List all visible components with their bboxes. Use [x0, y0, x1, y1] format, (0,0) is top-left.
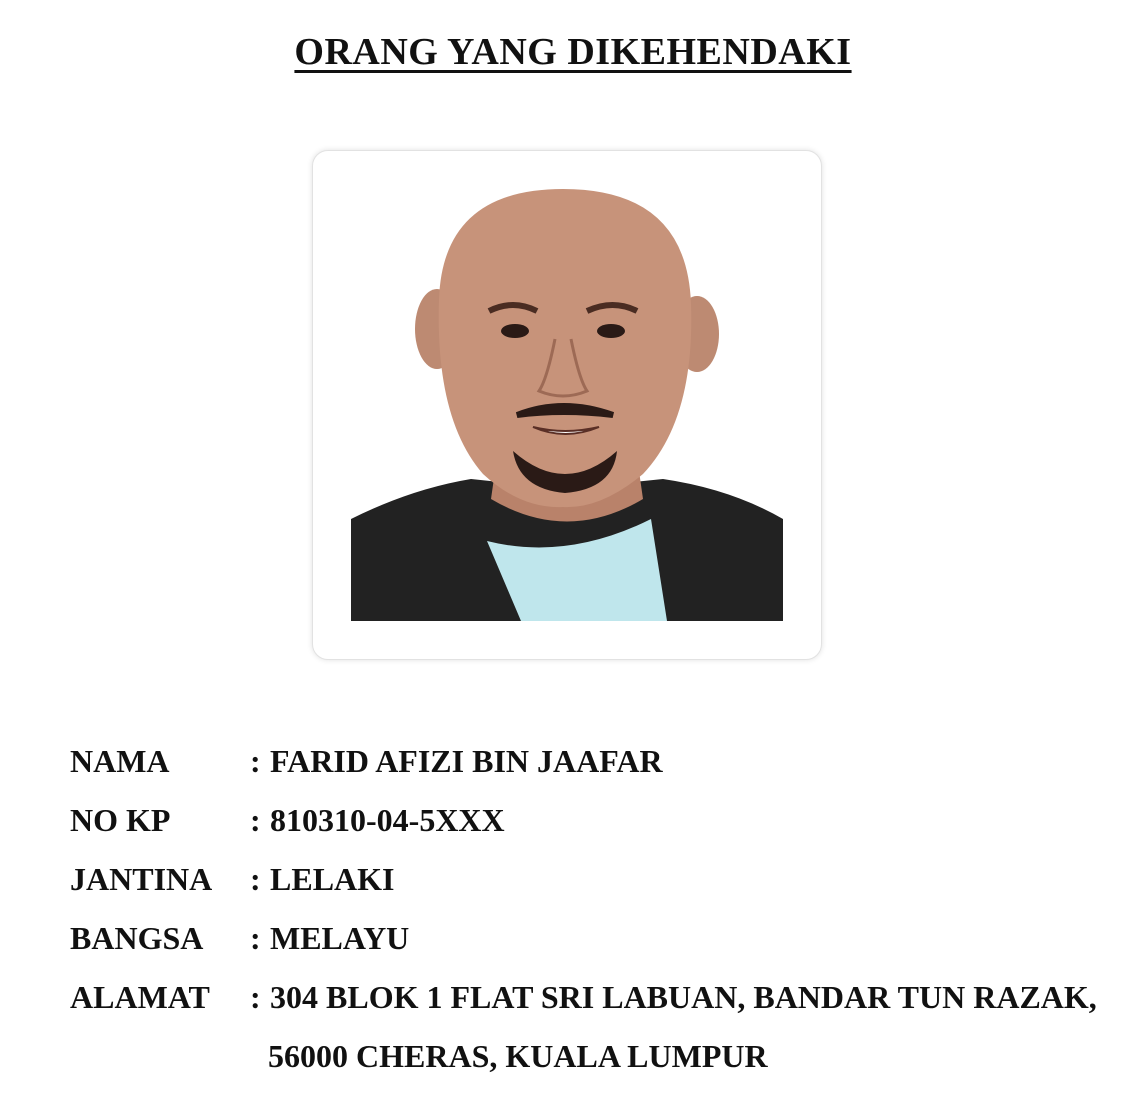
field-value: MELAYU	[270, 920, 410, 956]
person-photo-icon	[351, 189, 783, 621]
field-bangsa	[70, 913, 1130, 972]
field-nama	[70, 736, 1130, 795]
suspect-photo	[351, 189, 783, 621]
field-separator: :	[250, 979, 261, 1015]
field-separator: :	[250, 861, 261, 897]
field-separator: :	[250, 802, 261, 838]
field-value: 304 BLOK 1 FLAT SRI LABUAN, BANDAR TUN RAZAK,	[270, 979, 1097, 1015]
field-value: 56000 CHERAS, KUALA LUMPUR	[268, 1038, 768, 1074]
page-title	[0, 30, 1146, 74]
field-no-kp	[70, 795, 1130, 854]
page-title-text: ORANG YANG DIKEHENDAKI	[294, 31, 852, 73]
field-value: 810310-04-5XXX	[270, 802, 505, 838]
field-label: NAMA	[70, 743, 170, 779]
field-separator: :	[250, 920, 261, 956]
field-alamat-continuation	[70, 1031, 1130, 1090]
field-value: LELAKI	[270, 861, 395, 897]
field-value: FARID AFIZI BIN JAAFAR	[270, 743, 663, 779]
photo-frame	[312, 150, 822, 660]
suspect-details	[70, 736, 1130, 1090]
field-alamat	[70, 972, 1130, 1031]
field-label: BANGSA	[70, 920, 204, 956]
field-jantina	[70, 854, 1130, 913]
field-label: ALAMAT	[70, 979, 210, 1015]
field-label: JANTINA	[70, 861, 213, 897]
field-separator: :	[250, 743, 261, 779]
field-label: NO KP	[70, 802, 171, 838]
